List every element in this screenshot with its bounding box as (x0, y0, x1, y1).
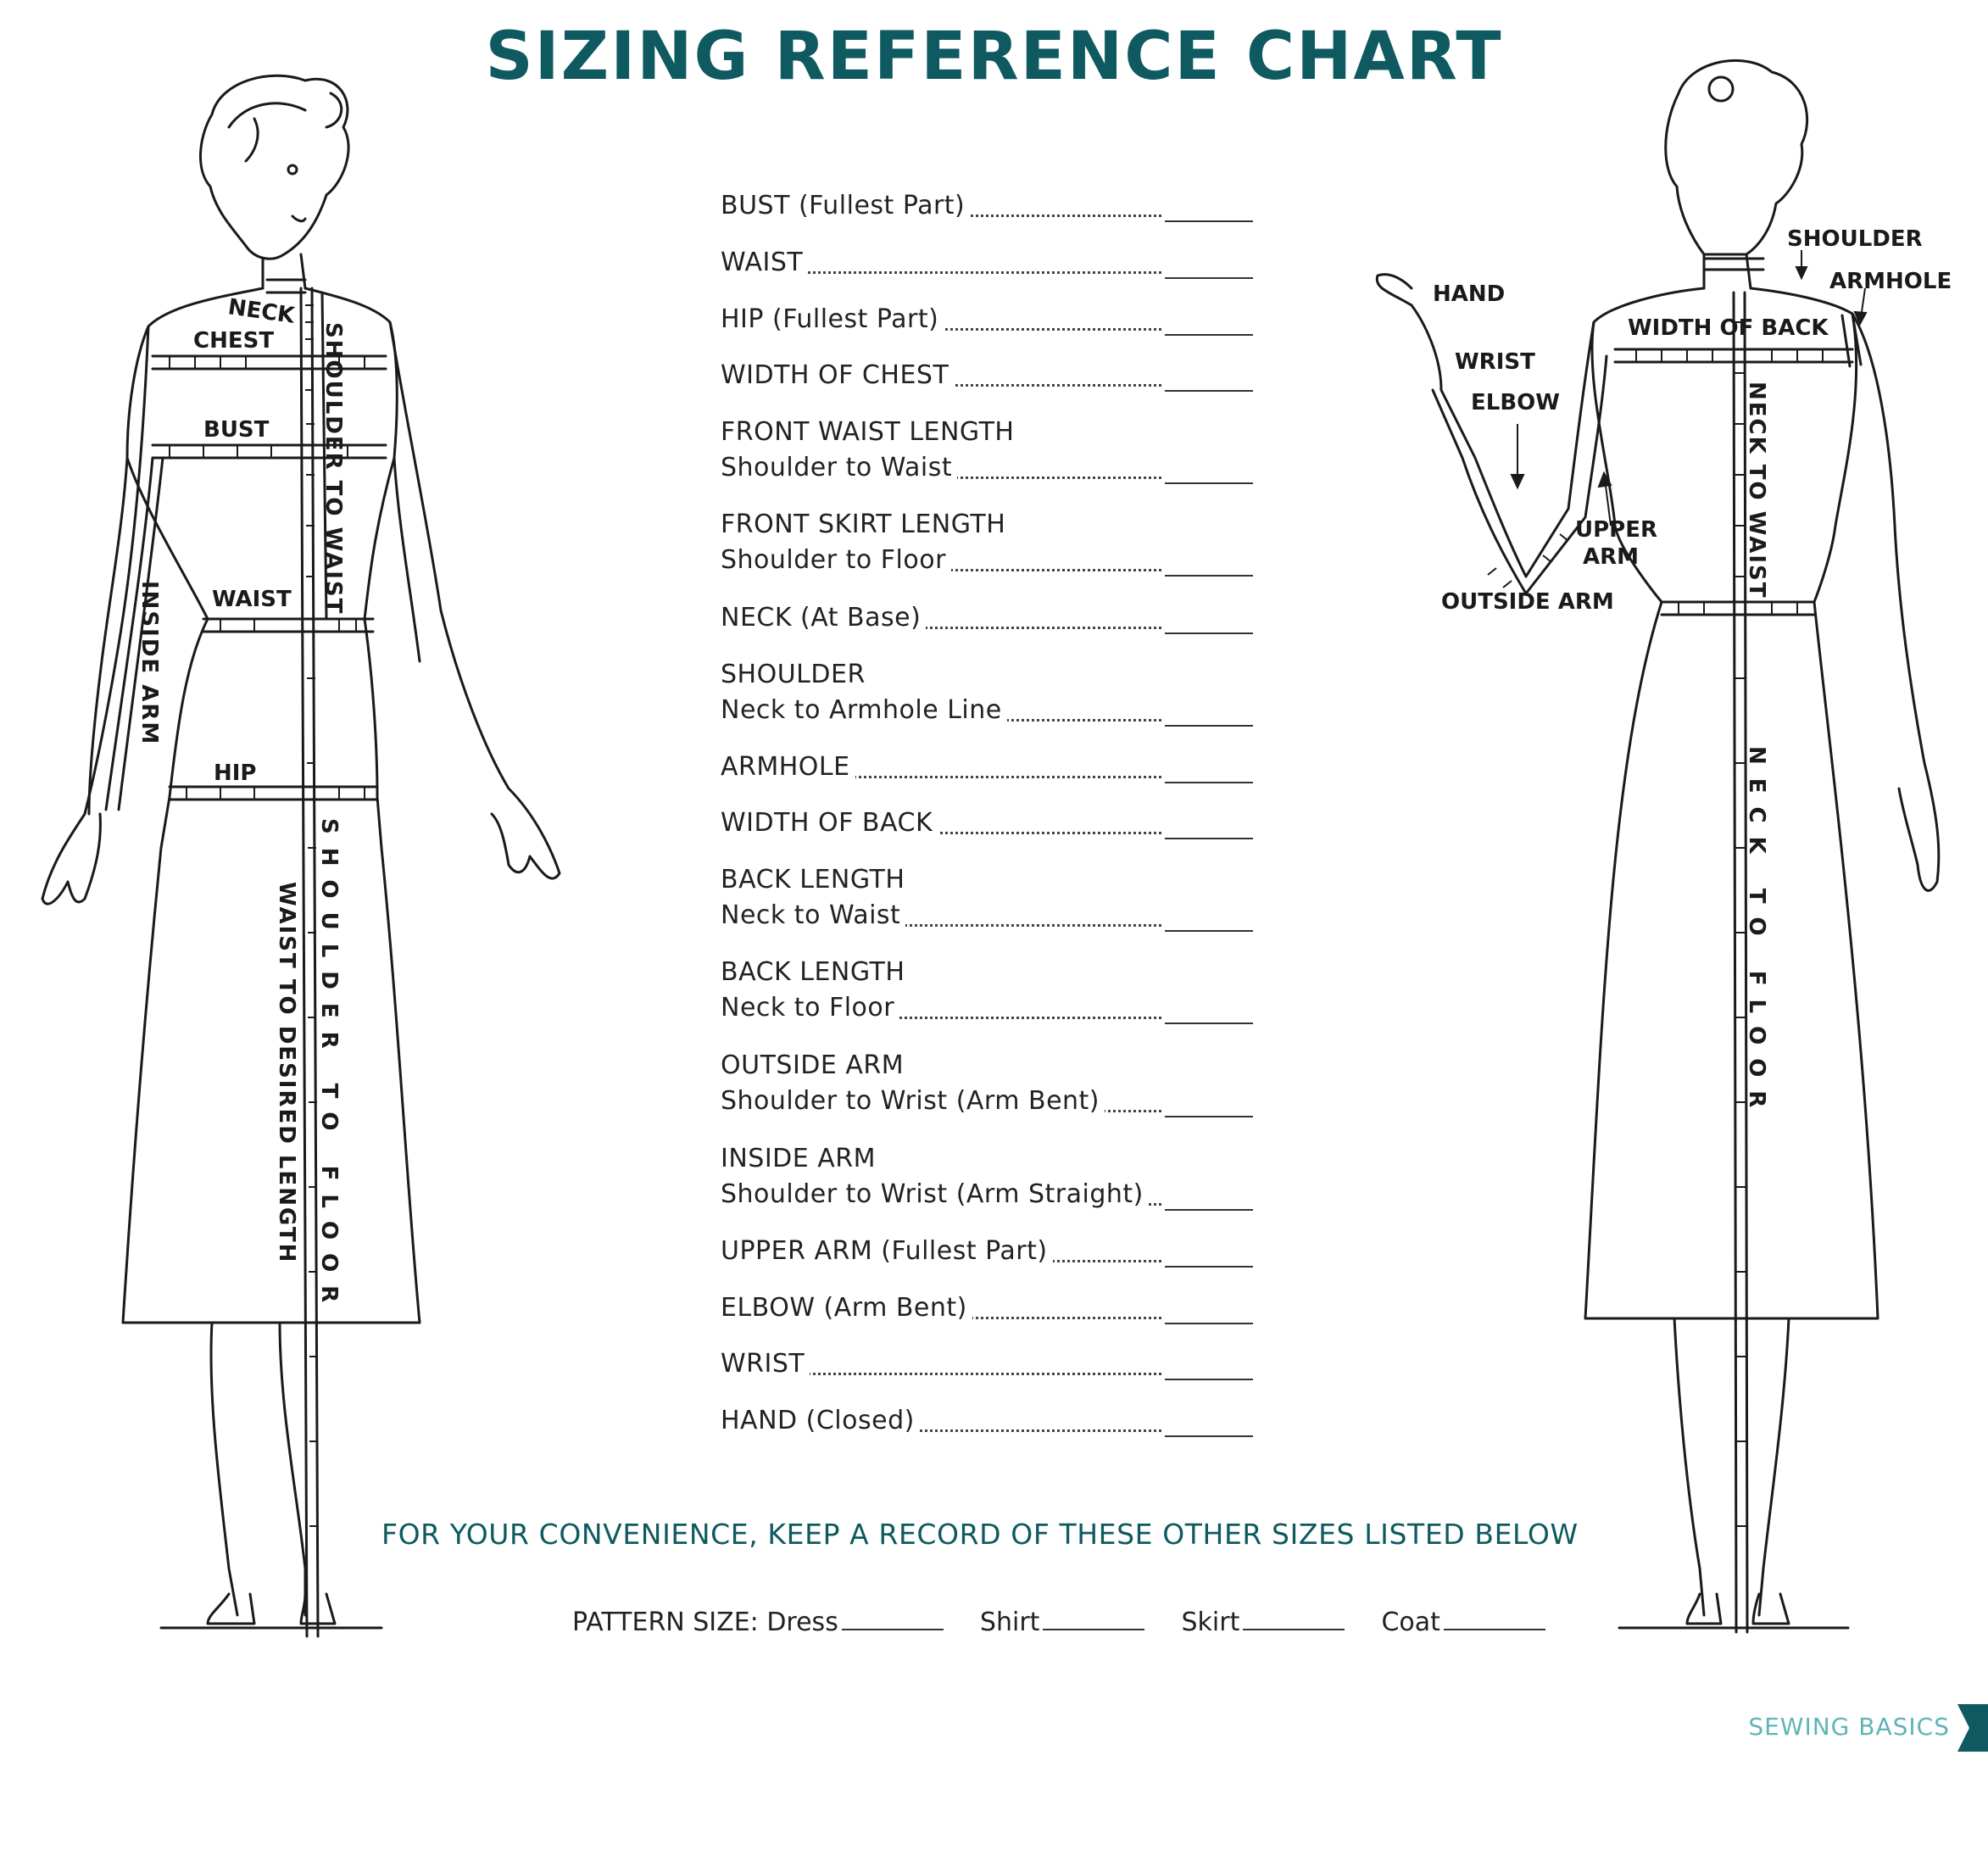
measurement-name (721, 188, 1263, 224)
measurement-text: BUST (Fullest Part) (721, 191, 970, 220)
measurement-text: WIDTH OF CHEST (721, 360, 954, 390)
measurement-row (721, 657, 1263, 728)
front-label-shoulder-to-floor: SHOULDER TO FLOOR (316, 818, 342, 1317)
measurement-blank[interactable] (1165, 1435, 1253, 1437)
front-label-chest: CHEST (193, 328, 275, 354)
front-figure-illustration (0, 51, 593, 1662)
measurement-blank[interactable] (1165, 575, 1253, 577)
back-label-armhole: ARMHOLE (1829, 269, 1952, 294)
measurement-name (721, 1234, 1263, 1269)
measurement-name (721, 302, 1263, 337)
measurement-blank[interactable] (1165, 1023, 1253, 1024)
measurement-name: FRONT WAIST LENGTH (721, 417, 1015, 447)
skirt-size-blank[interactable] (1243, 1607, 1345, 1630)
measurement-detail (721, 450, 1263, 486)
front-label-neck: NECK (226, 294, 297, 329)
front-label-bust: BUST (203, 417, 270, 443)
measurement-text: WAIST (721, 248, 808, 277)
measurement-name: BACK LENGTH (721, 865, 905, 894)
measurement-blank[interactable] (1165, 1323, 1253, 1324)
measurement-name (721, 1403, 1263, 1439)
measurement-text: Neck to Waist (721, 900, 905, 930)
measurement-blank[interactable] (1165, 220, 1253, 222)
back-label-width-of-back: WIDTH OF BACK (1628, 315, 1829, 341)
measurement-row (721, 1234, 1263, 1269)
measurement-text: Shoulder to Floor (721, 545, 951, 575)
measurement-row (721, 955, 1263, 1026)
measurement-row (721, 1346, 1263, 1382)
pattern-field-coat: Coat (1381, 1608, 1440, 1637)
measurement-text: Shoulder to Waist (721, 453, 957, 482)
dress-size-blank[interactable] (842, 1607, 944, 1630)
convenience-note: FOR YOUR CONVENIENCE, KEEP A RECORD OF THESE OTHER SIZES LISTED BELOW (381, 1518, 1579, 1551)
measurement-row (721, 358, 1263, 393)
measurement-blank[interactable] (1165, 1209, 1253, 1211)
chevron-right-icon (1957, 1704, 1988, 1752)
measurement-blank[interactable] (1165, 930, 1253, 932)
measurement-row (721, 1290, 1263, 1326)
measurement-name (721, 358, 1263, 393)
measurement-row (721, 245, 1263, 281)
measurement-name (721, 245, 1263, 281)
measurement-row (721, 862, 1263, 933)
measurement-blank[interactable] (1165, 1379, 1253, 1380)
measurement-name (721, 1290, 1263, 1326)
measurement-detail (721, 898, 1263, 933)
measurement-detail (721, 543, 1263, 578)
back-label-wrist: WRIST (1455, 349, 1535, 375)
measurement-row (721, 302, 1263, 337)
measurement-text: ARMHOLE (721, 752, 855, 782)
measurement-text: Shoulder to Wrist (Arm Straight) (721, 1179, 1149, 1209)
measurement-row (721, 600, 1263, 636)
measurement-detail (721, 693, 1263, 728)
measurement-row (721, 1048, 1263, 1119)
front-label-hip: HIP (214, 761, 257, 786)
front-label-waist: WAIST (212, 587, 292, 612)
measurement-blank[interactable] (1165, 1266, 1253, 1268)
measurement-row (721, 1141, 1263, 1212)
back-label-elbow: ELBOW (1471, 390, 1560, 415)
front-label-shoulder-to-waist: SHOULDER TO WAIST (320, 322, 346, 616)
measurement-blank[interactable] (1165, 782, 1253, 783)
measurement-blank[interactable] (1165, 725, 1253, 727)
measurement-name: BACK LENGTH (721, 957, 905, 987)
back-label-hand: HAND (1433, 281, 1506, 307)
measurement-name: SHOULDER (721, 660, 866, 689)
measurement-blank[interactable] (1165, 277, 1253, 279)
back-label-arm: ARM (1583, 544, 1640, 570)
measurement-name (721, 1346, 1263, 1382)
measurement-row (721, 749, 1263, 785)
measurement-row (721, 507, 1263, 578)
pattern-field-shirt: Shirt (979, 1608, 1040, 1637)
measurement-text: WIDTH OF BACK (721, 808, 938, 838)
measurement-name (721, 805, 1263, 841)
pattern-field-skirt: Skirt (1181, 1608, 1240, 1637)
measurement-name: OUTSIDE ARM (721, 1050, 905, 1080)
measurement-row (721, 188, 1263, 224)
back-label-neck-to-waist: NECK TO WAIST (1744, 382, 1769, 599)
measurement-blank[interactable] (1165, 1116, 1253, 1117)
measurement-detail (721, 990, 1263, 1026)
measurement-detail (721, 1177, 1263, 1212)
measurement-blank[interactable] (1165, 632, 1253, 634)
back-label-upper: UPPER (1575, 517, 1658, 543)
pattern-field-dress: Dress (766, 1608, 838, 1637)
measurement-text: UPPER ARM (Fullest Part) (721, 1236, 1053, 1266)
measurement-row (721, 415, 1263, 486)
measurement-text: Neck to Floor (721, 993, 899, 1023)
measurement-name: FRONT SKIRT LENGTH (721, 510, 1006, 539)
page-title: SIZING REFERENCE CHART (485, 19, 1503, 95)
measurement-name (721, 749, 1263, 785)
measurement-name: INSIDE ARM (721, 1144, 877, 1173)
back-figure-illustration (1356, 51, 1988, 1662)
measurement-text: WRIST (721, 1349, 810, 1379)
measurement-text: HIP (Fullest Part) (721, 304, 944, 334)
footer-section-label: SEWING BASICS (1748, 1713, 1950, 1741)
measurement-detail (721, 1084, 1263, 1119)
front-label-inside-arm: INSIDE ARM (136, 581, 162, 746)
pattern-size-row (572, 1607, 1545, 1637)
measurement-blank[interactable] (1165, 482, 1253, 484)
back-label-shoulder: SHOULDER (1787, 226, 1923, 252)
measurement-name (721, 600, 1263, 636)
measurement-row (721, 805, 1263, 841)
measurement-row (721, 1403, 1263, 1439)
front-label-waist-to-length: WAIST TO DESIRED LENGTH (274, 882, 299, 1264)
measurement-text: Shoulder to Wrist (Arm Bent) (721, 1086, 1105, 1116)
back-label-neck-to-floor: NECK TO FLOOR (1744, 746, 1769, 1122)
measurement-text: Neck to Armhole Line (721, 695, 1007, 725)
measurement-text: HAND (Closed) (721, 1406, 920, 1435)
measurement-text: ELBOW (Arm Bent) (721, 1293, 972, 1323)
measurement-text: NECK (At Base) (721, 603, 926, 632)
shirt-size-blank[interactable] (1043, 1607, 1144, 1630)
coat-size-blank[interactable] (1444, 1607, 1545, 1630)
pattern-size-label: PATTERN SIZE: (572, 1608, 759, 1637)
measurement-blank[interactable] (1165, 334, 1253, 336)
measurement-blank[interactable] (1165, 390, 1253, 392)
measurement-blank[interactable] (1165, 838, 1253, 839)
back-label-outside-arm: OUTSIDE ARM (1441, 589, 1614, 615)
